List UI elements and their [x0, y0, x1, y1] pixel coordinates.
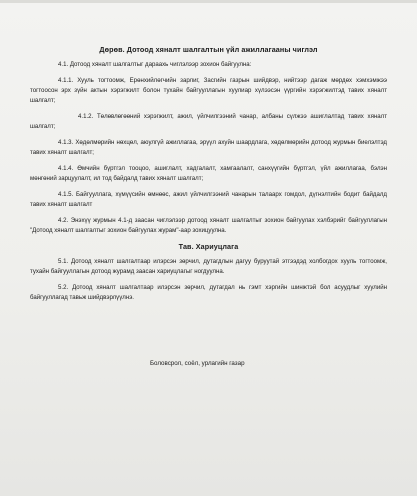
- section-five-title: Тав. Хариуцлага: [178, 242, 239, 251]
- paragraph-5-2: 5.2. Дотоод хяналт шалгалтаар илэрсэн зөрчил, дутагдал нь гэмт хэргийн шинжтэй бол асуудлыг хуулийн байгууллагад тавьж шийдвэрлүүлнэ.: [30, 284, 387, 301]
- paragraph-4-2: 4.2. Энэхүү журмын 4.1-д заасан чиглэлээр дотоод хяналт шалгалтыг зохион байгуулах хэлбэрийг байгууллагын "Дотоод хяналт шалгалтыг зохион байгуулах журам"-аар зохицуулна.: [30, 217, 387, 234]
- paragraph-4-1-4: 4.1.4. Өмчийн бүртгэл тооцоо, ашиглалт, хадгалалт, хамгаалалт, санхүүгийн бүртгэл, үйл ажиллагаа, бэлэн мөнгөний зарцуулалт, ил тод байдалд тавих хяналт шалгалт;: [30, 165, 387, 182]
- section-four-title: Дөрөв. Дотоод хяналт шалгалтын үйл ажиллагааны чиглэл: [99, 45, 318, 54]
- paragraph-5-1: 5.1. Дотоод хяналт шалгалтаар илэрсэн зөрчил, дутагдлын дагуу буруутай этгээдэд холбогдох хууль тогтоомж, тухайн байгууллагын дотоод журамд заасан хариуцлагыг ногдуулна.: [30, 258, 387, 275]
- signature-line: Боловсрол, соёл, урлагийн газар: [150, 360, 245, 367]
- paragraph-4-1-3: 4.1.3. Хөдөлмөрийн нөхцөл, аюулгүй ажиллагаа, эрүүл ахуйн шаардлага, хөдөлмөрийн дотоод журмын биелэлтэд тавих хяналт шалгалт;: [30, 139, 387, 156]
- paragraph-4-1-1: 4.1.1. Хууль тогтоомж, Ерөнхийлөгчийн зарлиг, Засгийн газрын шийдвэр, нийтээр дагаж мөрдөх хэмхэмжээ тогтоосон эрх зүйн актын хэрэгжилт болон тухайн байгууллагын хуулиар хүлээсэн үүргийн хэрэгжилтэд тавих хяналт шалгалт;: [30, 77, 387, 104]
- paragraph-4-1-2: 4.1.2. Төлөвлөгөөний хэрэгжилт, ажил, үйлчилгээний чанар, албаны сүлжээ ашиглалтад тавих хяналт шалгалт;: [30, 113, 387, 130]
- paragraph-4-1-5: 4.1.5. Байгууллага, хүмүүсийн өмнөөс, ажил үйлчилгээний чанарын талаарх гомдол, дүгнэлтийн бодит байдалд тавих хяналт шалгалт: [30, 191, 387, 208]
- paragraph-4-1: 4.1. Дотоод хяналт шалгалтыг дараахь чиглэлээр зохион байгуулна:: [58, 61, 252, 68]
- scan-edge: [0, 0, 417, 3]
